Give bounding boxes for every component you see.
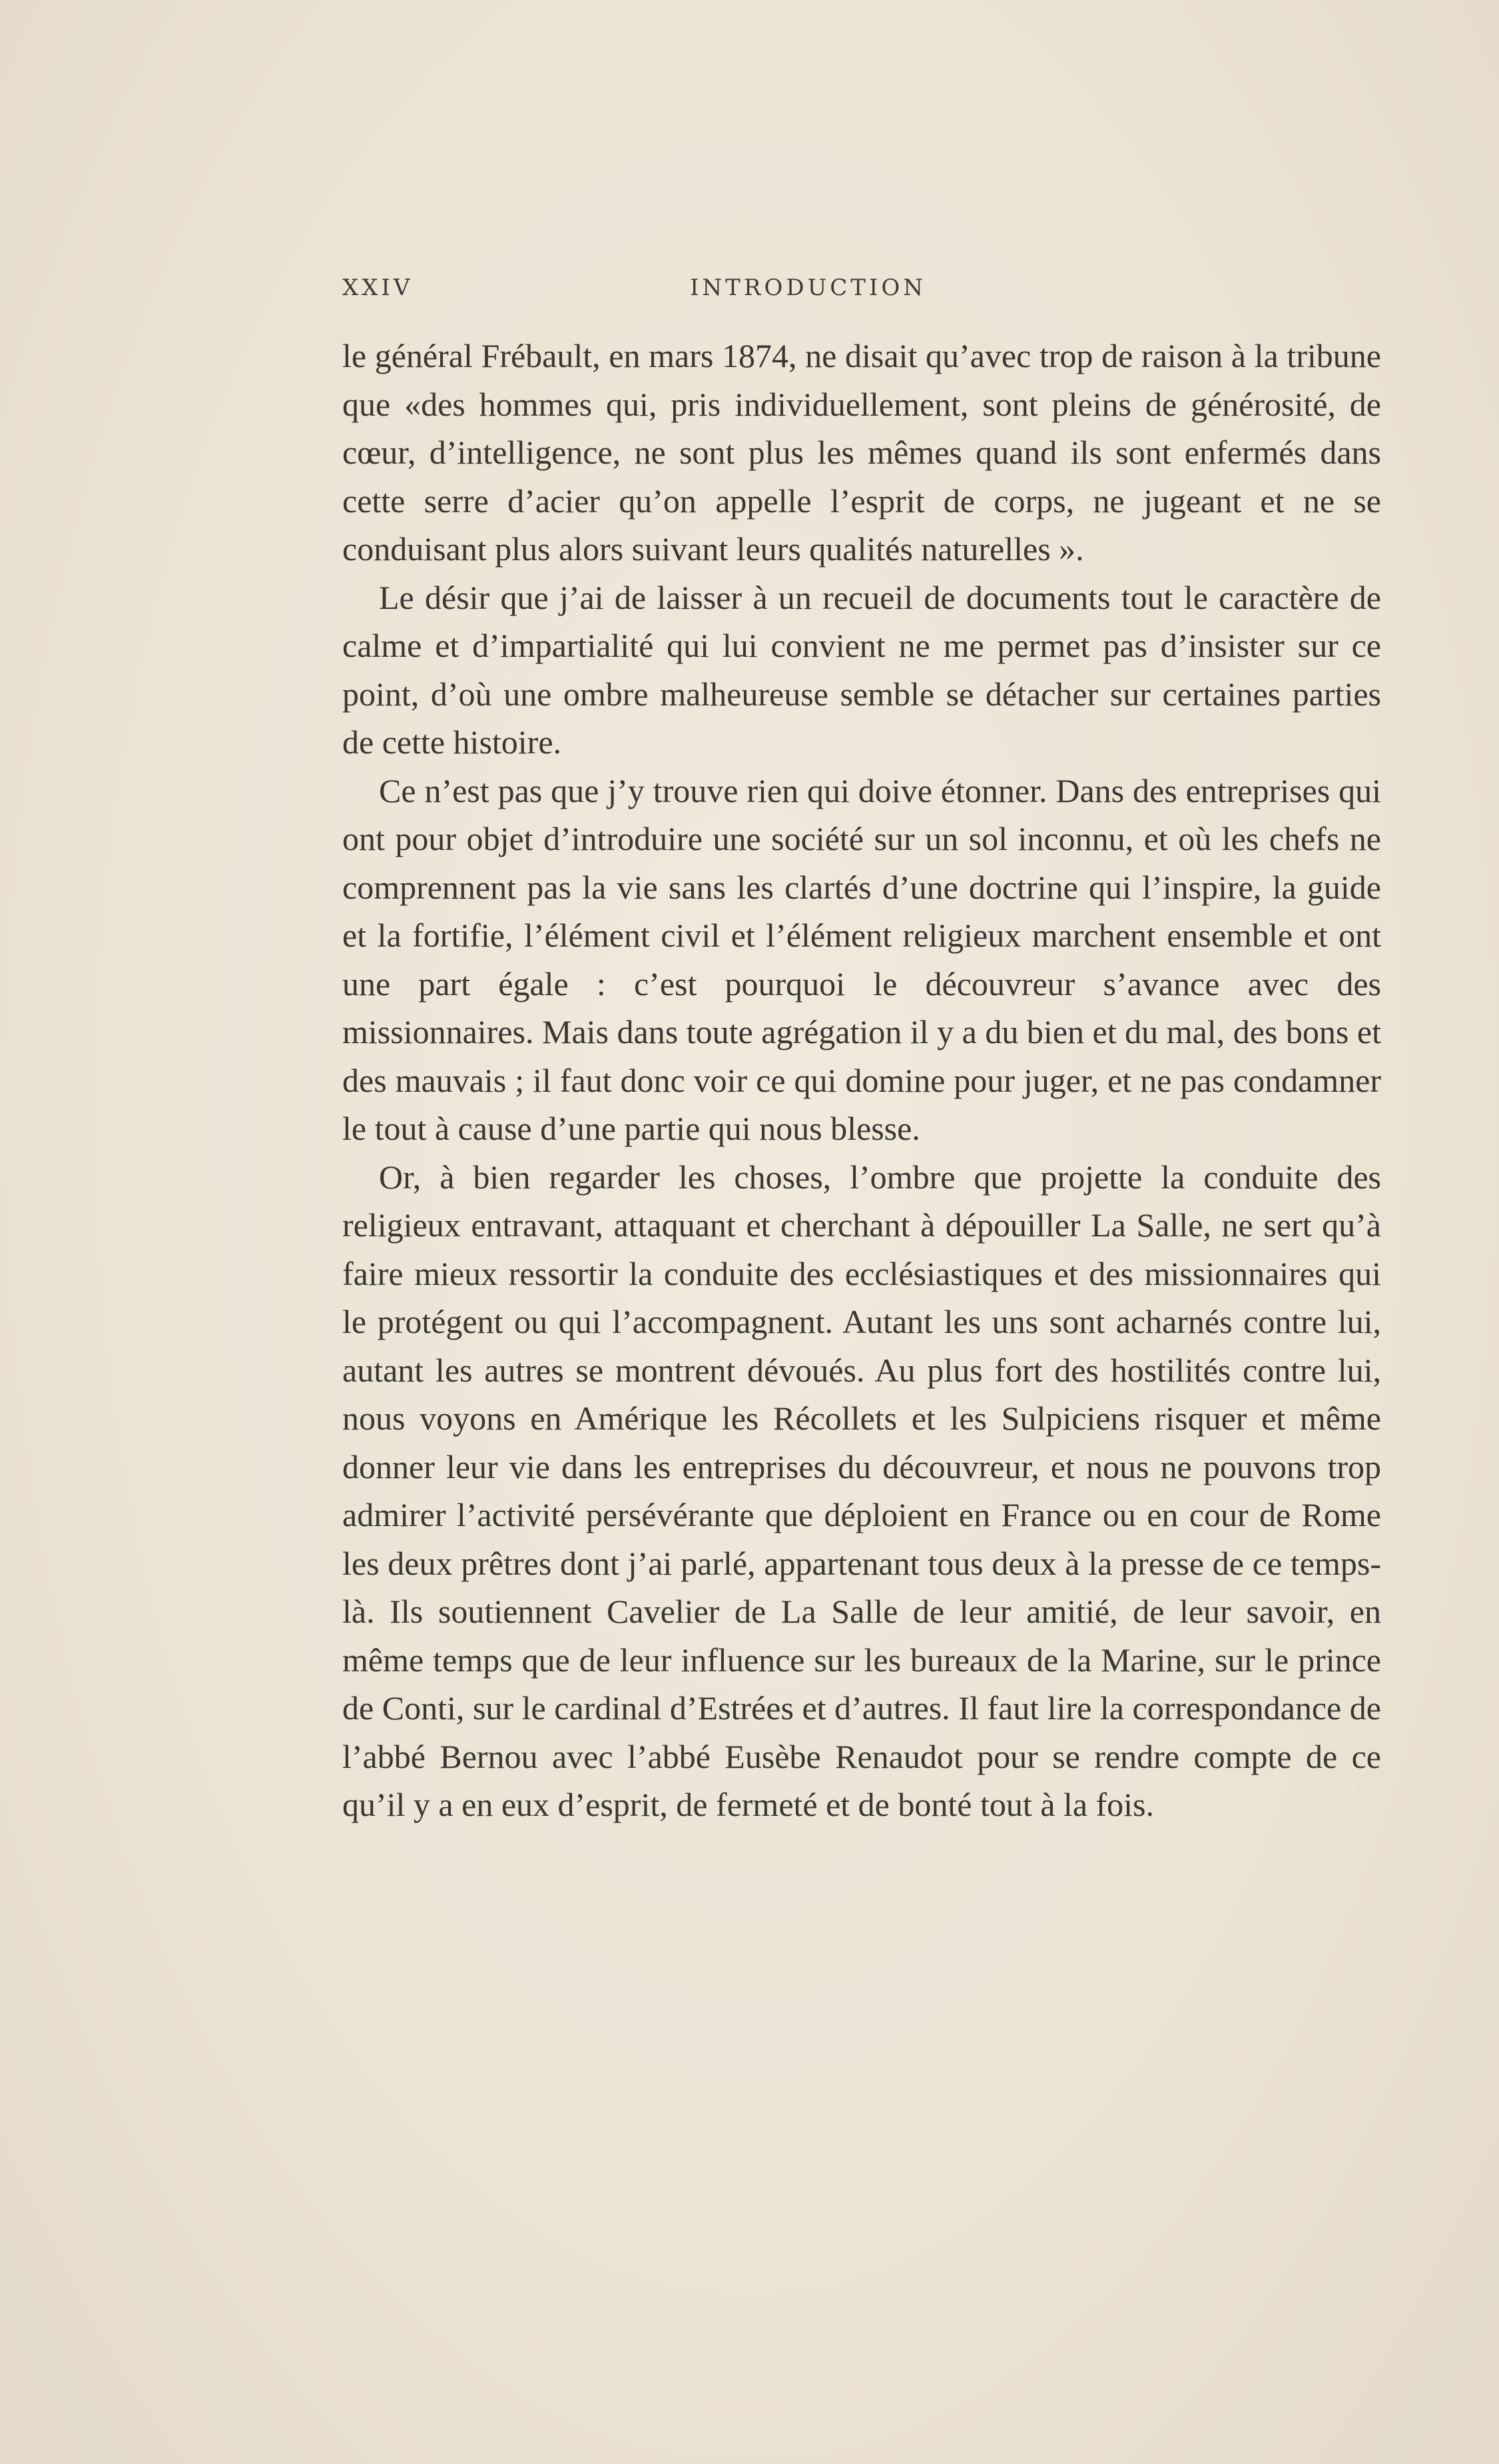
page-header — [342, 274, 1381, 308]
paragraph-4: Or, à bien regarder les choses, l’ombre que projette la conduite des religieux entravant, attaquant et cherchant à dépouiller La Salle, ne sert qu’à faire mieux ressortir la conduite des ecclésiastiques et des missionnaires qui le protégent ou qui l’accompagnent. Autant les uns sont acharnés contre lui, autant les autres se montrent dévoués. Au plus fort des hostilités contre lui, nous voyons en Amérique les Récollets et les Sulpiciens risquer et même donner leur vie dans les entreprises du découvreur, et nous ne pouvons trop admirer l’activité persévérante que déploient en France ou en cour de Rome les deux prêtres dont j’ai parlé, appartenant tous deux à la presse de ce temps-là. Ils soutiennent Cavelier de La Salle de leur amitié, de leur savoir, en même temps que de leur influence sur les bureaux de la Marine, sur le prince de Conti, sur le cardinal d’Estrées et d’autres. Il faut lire la correspondance de l’abbé Bernou avec l’abbé Eusèbe Renaudot pour se rendre compte de ce qu’il y a en eux d’esprit, de fermeté et de bonté tout à la fois. — [342, 1158, 1381, 1823]
paragraph-1: le général Frébault, en mars 1874, ne disait qu’avec trop de raison à la tribune que «des hommes qui, pris individuellement, sont pleins de générosité, de cœur, d’intelligence, ne sont plus les mêmes quand ils sont enfermés dans cette serre d’acier qu’on appelle l’esprit de corps, ne jugeant et ne se conduisant plus alors suivant leurs qualités naturelles ». — [342, 337, 1381, 568]
body-text — [342, 332, 1381, 1829]
running-title: INTRODUCTION — [690, 274, 926, 301]
paragraph-3: Ce n’est pas que j’y trouve rien qui doive étonner. Dans des entreprises qui ont pour objet d’introduire une société sur un sol inconnu, et où les chefs ne comprennent pas la vie sans les clartés d’une doctrine qui l’inspire, la guide et la fortifie, l’élément civil et l’élément religieux marchent ensemble et ont une part égale : c’est pourquoi le découvreur s’avance avec des missionnaires. Mais dans toute agrégation il y a du bien et du mal, des bons et des mauvais ; il faut donc voir ce qui domine pour juger, et ne pas condamner le tout à cause d’une partie qui nous blesse. — [342, 771, 1381, 1147]
page-number: XXIV — [342, 274, 414, 301]
paragraph-2: Le désir que j’ai de laisser à un recueil de documents tout le caractère de calme et d’impartialité qui lui convient ne me permet pas d’insister sur ce point, d’où une ombre malheureuse semble se détacher sur certaines parties de cette histoire. — [342, 578, 1381, 761]
